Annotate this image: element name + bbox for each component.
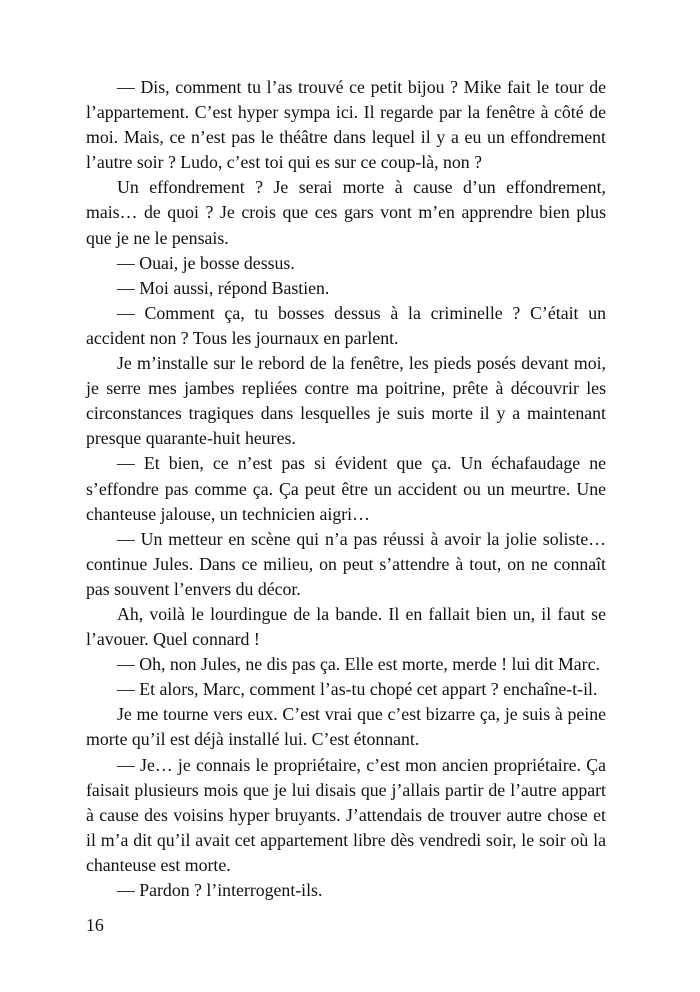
paragraph: Je m’installe sur le rebord de la fenêtre, les pieds posés devant moi, je serre mes jambes repliées contre ma poitrine, prête à découvrir les circonstances tragiques dans lesquelles je suis morte il y a maintenant presque quarante-huit heures. xyxy=(86,353,606,449)
paragraph: — Pardon ? l’interrogent-ils. xyxy=(117,880,323,900)
paragraph: — Dis, comment tu l’as trouvé ce petit bijou ? Mike fait le tour de l’appartement. C’est hyper sympa ici. Il regarde par la fenêtre à côté de moi. Mais, ce n’est pas le théâtre dans lequel il y a eu un effondrement l’autre soir ? Ludo, c’est toi qui es sur ce coup-là, non ? xyxy=(86,77,606,173)
paragraph: Je me tourne vers eux. C’est vrai que c’est bizarre ça, je suis à peine morte qu’il est déjà installé lui. C’est étonnant. xyxy=(86,704,606,750)
paragraph: Un effondrement ? Je serai morte à cause d’un effondrement, mais… de quoi ? Je crois que ces gars vont m’en apprendre bien plus que je ne le pensais. xyxy=(86,177,606,248)
paragraph: — Et alors, Marc, comment l’as-tu chopé cet appart ? enchaîne-t-il. xyxy=(117,679,598,700)
paragraph: — Un metteur en scène qui n’a pas réussi à avoir la jolie soliste… continue Jules. Dans ce milieu, on peut s’attendre à tout, on ne connaît pas souvent l’envers du décor. xyxy=(86,528,606,599)
paragraph: — Moi aussi, répond Bastien. xyxy=(117,277,330,298)
page-body xyxy=(86,75,606,903)
paragraph: Ah, voilà le lourdingue de la bande. Il en fallait bien un, il faut se l’avouer. Quel connard ! xyxy=(86,603,606,650)
paragraph: — Oh, non Jules, ne dis pas ça. Elle est morte, merde ! lui dit Marc. xyxy=(117,654,600,675)
page-number: 16 xyxy=(86,915,104,935)
paragraph: — Ouai, je bosse dessus. xyxy=(117,252,295,273)
paragraph: — Comment ça, tu bosses dessus à la criminelle ? C’était un accident non ? Tous les journaux en parlent. xyxy=(86,302,606,348)
paragraph: — Je… je connais le propriétaire, c’est mon ancien propriétaire. Ça faisait plusieurs mois que je lui disais que j’allais partir de l’autre appart à cause des voisins hyper bruyants. J’attendais de trouver autre chose et il m’a dit qu’il avait cet appartement libre dès vendredi soir, le soir où la chanteuse est morte. xyxy=(86,754,606,875)
paragraph: — Et bien, ce n’est pas si évident que ça. Un échafaudage ne s’effondre pas comme ça. Ça peut être un accident ou un meurtre. Une chanteuse jalouse, un technicien aigri… xyxy=(86,453,606,524)
